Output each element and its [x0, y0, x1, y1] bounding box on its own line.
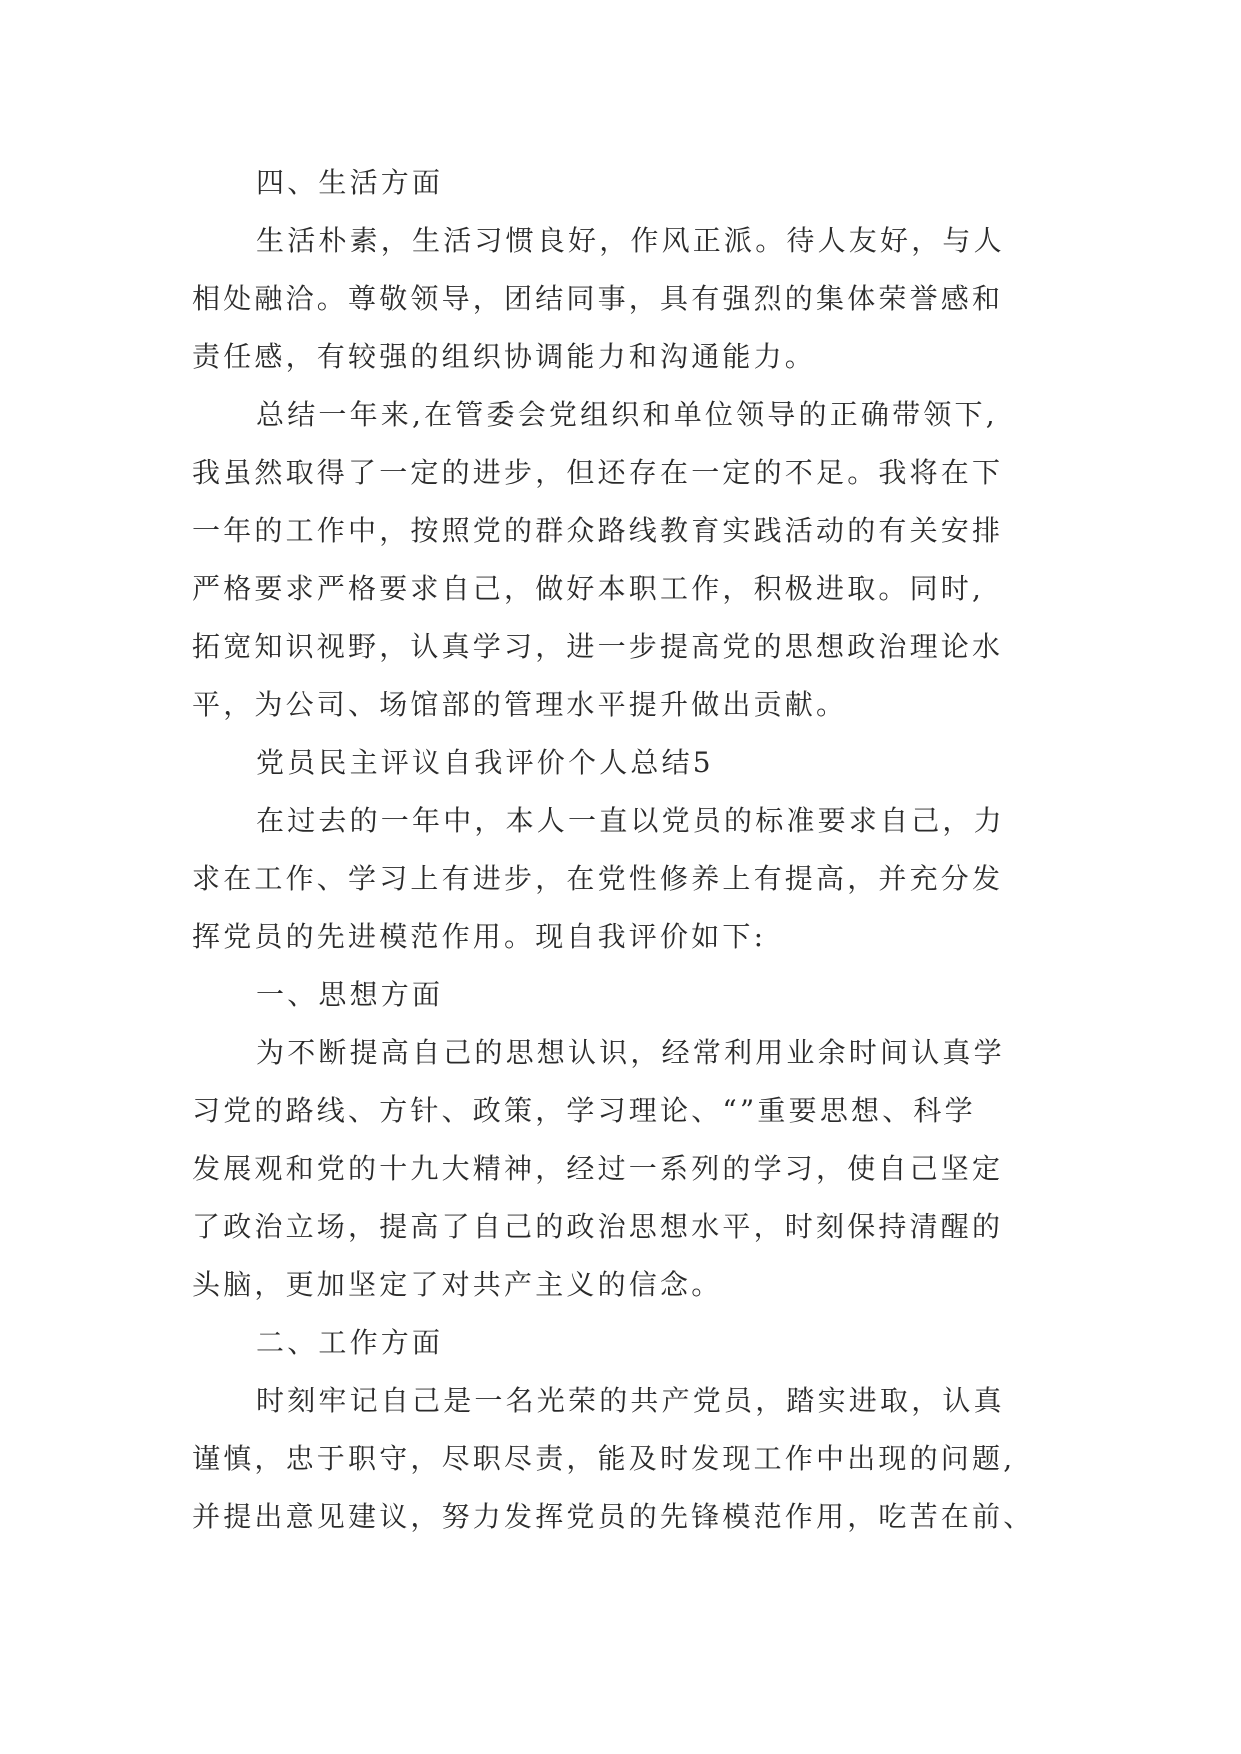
- paragraph-line: 时刻牢记自己是一名光荣的共产党员，踏实进取，认真: [256, 1384, 1005, 1417]
- section-heading-thought: 一、思想方面: [256, 978, 444, 1011]
- paragraph-line: 为不断提高自己的思想认识，经常利用业余时间认真学: [256, 1036, 1005, 1069]
- paragraph-line: 总结一年来,在管委会党组织和单位领导的正确带领下,: [256, 398, 998, 431]
- paragraph-line: 拓宽知识视野，认真学习，进一步提高党的思想政治理论水: [192, 630, 1004, 663]
- document-body: [192, 154, 1052, 1546]
- paragraph-line: 发展观和党的十九大精神，经过一系列的学习，使自己坚定: [192, 1152, 1004, 1185]
- paragraph-line: 头脑，更加坚定了对共产主义的信念。: [192, 1268, 723, 1301]
- paragraph-line: 在过去的一年中，本人一直以党员的标准要求自己，力: [256, 804, 1005, 837]
- paragraph-line: 平，为公司、场馆部的管理水平提升做出贡献。: [192, 688, 848, 721]
- paragraph-line: 相处融洽。尊敬领导，团结同事，具有强烈的集体荣誉感和: [192, 282, 1004, 315]
- section-heading-life: 四、生活方面: [256, 166, 444, 199]
- paragraph-line: 我虽然取得了一定的进步，但还存在一定的不足。我将在下: [192, 456, 1004, 489]
- paragraph-line: 并提出意见建议，努力发挥党员的先锋模范作用，吃苦在前、: [192, 1500, 1035, 1533]
- paragraph-line: 了政治立场，提高了自己的政治思想水平，时刻保持清醒的: [192, 1210, 1004, 1243]
- paragraph-line: 谨慎，忠于职守，尽职尽责，能及时发现工作中出现的问题,: [192, 1442, 1016, 1475]
- paragraph-line: 严格要求严格要求自己，做好本职工作，积极进取。同时,: [192, 572, 985, 605]
- paragraph-line: 责任感，有较强的组织协调能力和沟通能力。: [192, 340, 817, 373]
- paragraph-line: 生活朴素，生活习惯良好，作风正派。待人友好，与人: [256, 224, 1005, 257]
- article-title: 党员民主评议自我评价个人总结5: [256, 746, 714, 779]
- paragraph-line: 习党的路线、方针、政策，学习理论、“”重要思想、科学: [192, 1094, 976, 1127]
- section-heading-work: 二、工作方面: [256, 1326, 444, 1359]
- paragraph-line: 一年的工作中，按照党的群众路线教育实践活动的有关安排: [192, 514, 1004, 547]
- paragraph-line: 挥党员的先进模范作用。现自我评价如下:: [192, 920, 767, 953]
- paragraph-line: 求在工作、学习上有进步，在党性修养上有提高，并充分发: [192, 862, 1004, 895]
